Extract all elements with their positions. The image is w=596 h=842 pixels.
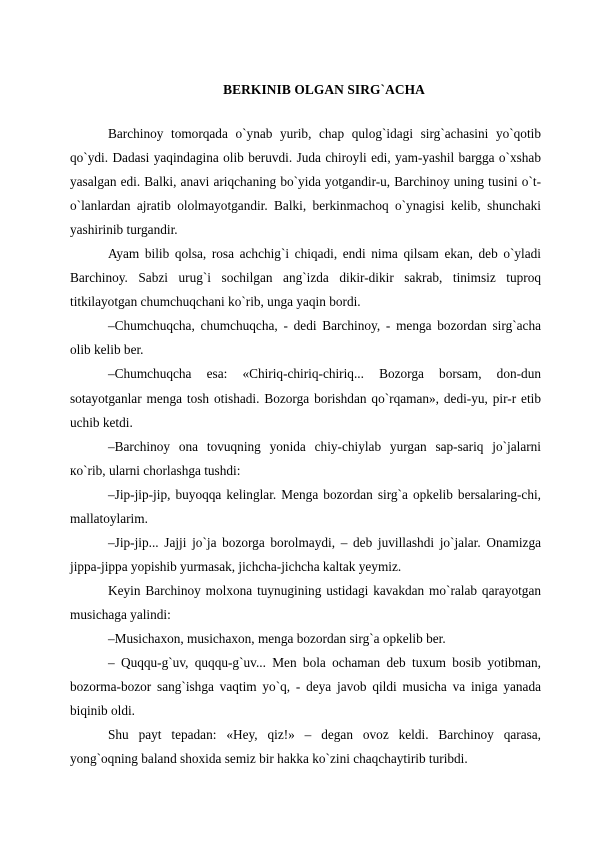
paragraph: Keyin Barchinoy molxona tuynugining ustidagi kavakdan mo`ralab qarayotgan musichaga yalindi: [70, 582, 541, 622]
paragraph: –Jip-jip... Jajji jo`ja bozorga borolmaydi, – deb juvillashdi jo`jalar. Onamizga jippa-jippa yopishib yurmasak, jichcha-jichcha kaltak yeymiz. [70, 534, 541, 574]
document-title: BERKINIB OLGAN SIRG`ACHA [223, 82, 425, 97]
paragraph: –Barchinoy ona tovuqning yonida chiy-chiylab yurgan sap-sariq jo`jalarni кo`rib, ularni chorlashga tushdi: [70, 438, 541, 478]
paragraph: – Quqqu-g`uv, quqqu-g`uv... Men bola ochaman deb tuxum bosib yotibman, bozorma-bozor sang`ishga vaqtim yo`q, - deya javob qildi musicha va iniga yanada biqinib oldi. [70, 655, 541, 719]
paragraph: –Chumchuqcha esa: «Chiriq-chiriq-chiriq... Bozorga borsam, don-dun sotayotganlar menga tosh otishadi. Bozorga borishdan qo`rqaman», dedi-yu, pir-r etib uchib ketdi. [70, 366, 541, 430]
document-body [70, 122, 541, 771]
paragraph: Barchinoy tomorqada o`ynab yurib, chap qulog`idagi sirg`achasini yo`qotib qo`ydi. Dadasi yaqindagina olib beruvdi. Juda chiroyli edi, yam-yashil bargga o`xshab yasalgan edi. Balki, anavi ariqchaning bo`yida yotgandir-u, Barchinoy uning tusini o`t-o`lanlardan ajratib ololmayotgandir. Balki, berkinmachoq o`ynagisi kelib, shunchaki yashirinib turgandir. [70, 126, 541, 238]
paragraph: Shu payt tepadan: «Hey, qiz!» – degan ovoz keldi. Barchinoy qarasa, yong`oqning baland shoxida semiz bir hakka ko`zini chaqchaytirib turibdi. [70, 727, 541, 767]
paragraph: –Jip-jip-jip, buyoqqa kelinglar. Menga bozordan sirg`a opkelib bersalaring-chi, mallatoylarim. [70, 486, 541, 526]
paragraph: –Musichaxon, musichaxon, menga bozordan sirg`a opkelib ber. [108, 630, 446, 646]
paragraph: Ayam bilib qolsa, rosa achchig`i chiqadi, endi nima qilsam ekan, deb o`yladi Barchinoy. Sabzi urug`i sochilgan ang`izda dikir-dikir sakrab, tinimsiz tuproq titkilayotgan chumchuqchani ko`rib, unga yaqin bordi. [70, 246, 541, 310]
paragraph: –Chumchuqcha, chumchuqcha, - dedi Barchinoy, - menga bozordan sirg`acha olib kelib ber. [70, 318, 541, 358]
